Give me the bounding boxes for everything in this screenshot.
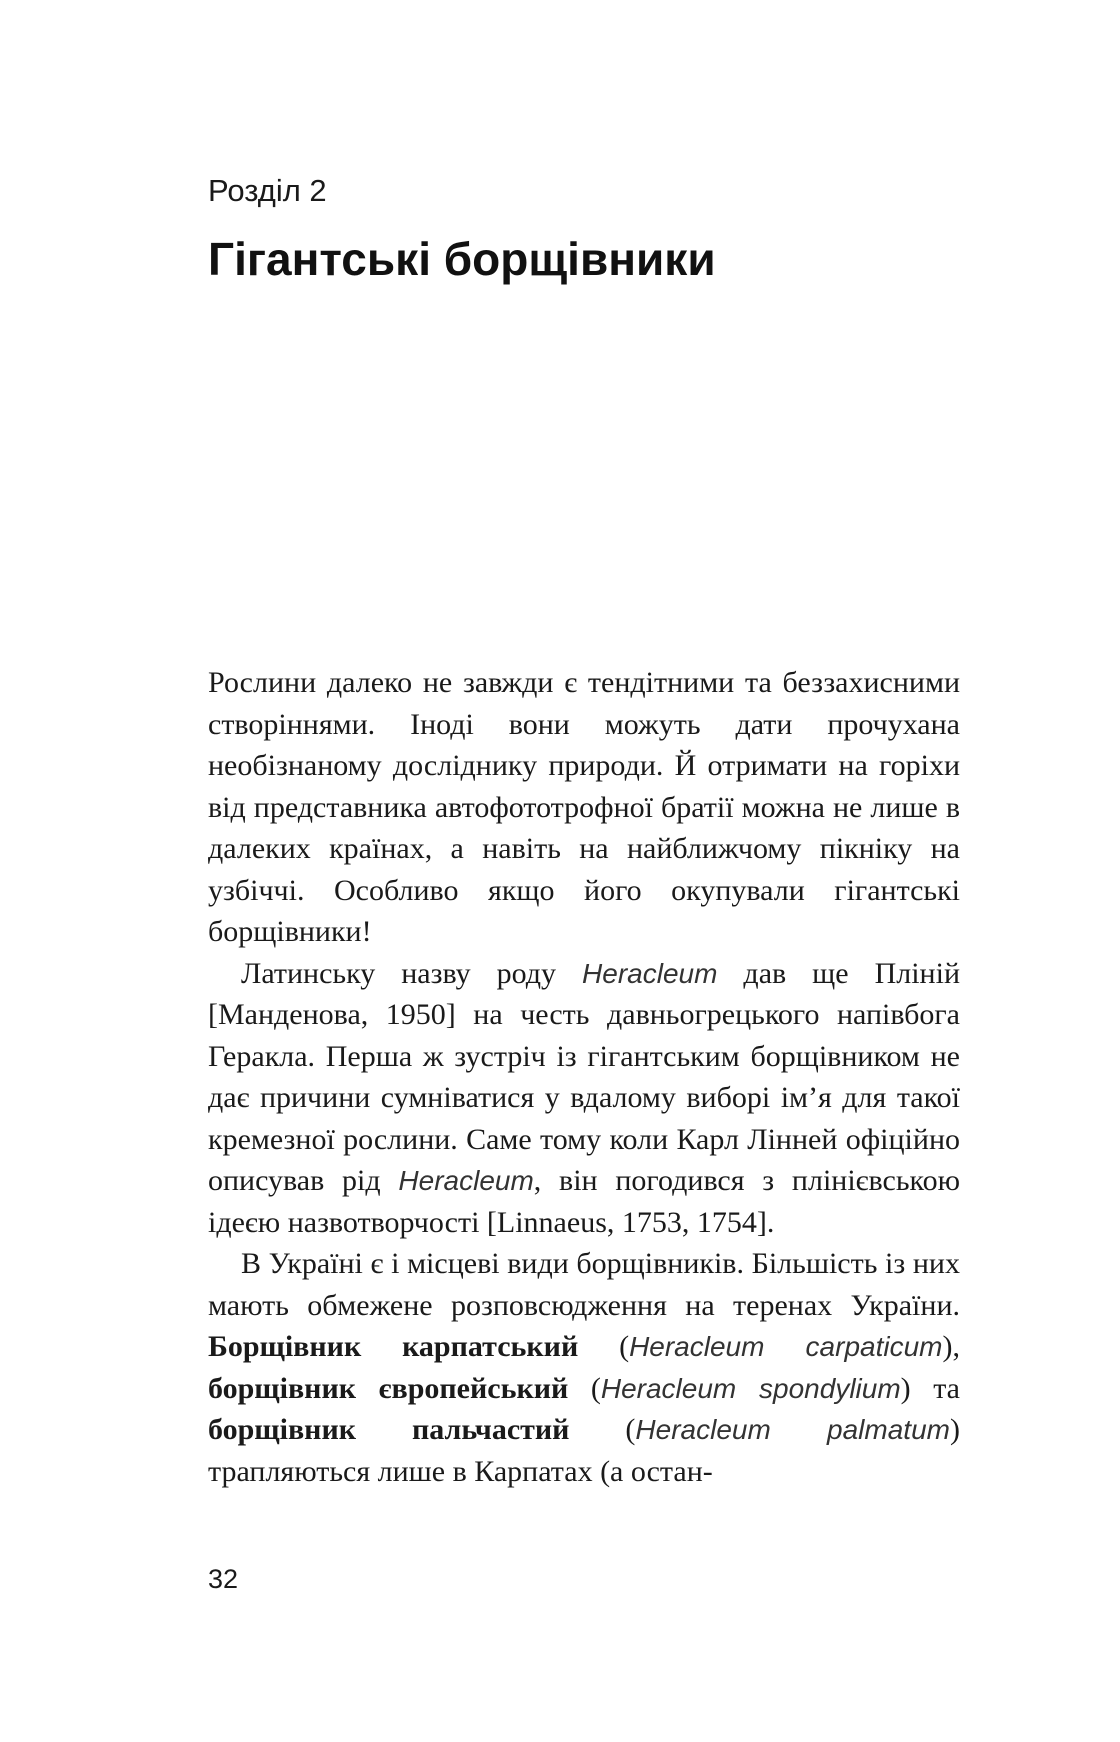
species-name: борщівник європейський [208,1371,569,1405]
text-segment: ( [578,1330,630,1363]
latin-name: Heracleum [398,1165,534,1196]
text-segment: дав ще Пліній [Манденова, 1950] на честь давньогрецького напівбога Геракла. Перша ж зустріч із гігантським борщівником не дає причини сумніватися у вдалому виборі ім’я для такої кремезної рослини. Саме тому коли Карл Лінней офіційно описував рід [208,956,961,1197]
body-text [208,662,960,1492]
text-segment: ) трапляються лише в Карпатах (а остан- [208,1413,960,1488]
paragraph [208,953,960,1244]
species-name: Борщівник карпатський [208,1330,579,1363]
text-segment: В Україні є і місцеві види борщівників. Більшість із них мають обмежене розповсюдження на теренах України. [208,1247,960,1322]
text-segment: ( [568,1371,601,1405]
page-number: 32 [208,1564,239,1594]
paragraph [208,1243,960,1492]
chapter-label: Розділ 2 [208,173,327,208]
latin-name: Heracleum spondylium [600,1372,901,1404]
species-name: борщівник пальчастий [208,1413,570,1446]
text-segment: Рослини далеко не завжди є тендітними та беззахисними створіннями. Іноді вони можуть дати прочухана необізнаному досліднику природи. Й отримати на горіхи від представника автофототрофної братії можна не лише в далеких країнах, а навіть на найближчому пікніку на узбіччі. Особливо якщо його окупували гігантські борщівники! [208,666,960,948]
text-segment: ), [942,1330,960,1363]
text-segment: ) та [900,1371,960,1405]
paragraph [208,662,960,953]
latin-name: Heracleum carpaticum [629,1331,943,1362]
chapter-title: Гігантські борщівники [208,233,716,285]
text-segment: ( [569,1413,636,1446]
text-segment: Латинську назву роду [241,956,583,990]
latin-name: Heracleum [582,957,718,989]
text-segment: , він погодився з плінієвською ідеєю назвотворчості [Linnaeus, 1753, 1754]. [208,1164,960,1239]
latin-name: Heracleum palmatum [635,1414,950,1445]
